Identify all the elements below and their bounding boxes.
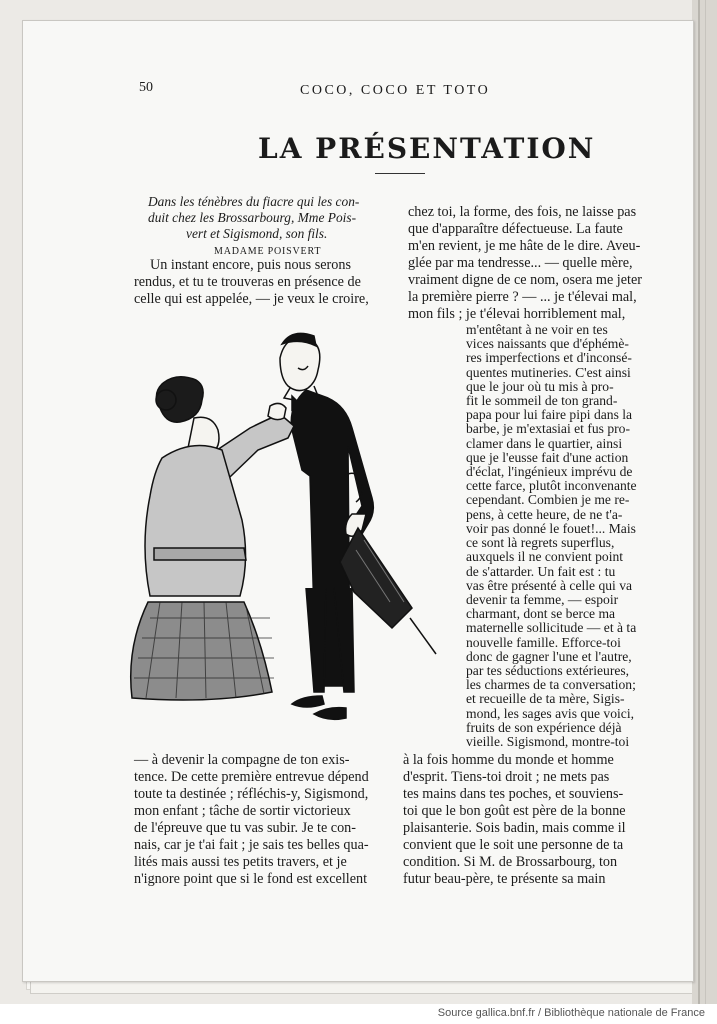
text-line: plaisanterie. Sois badin, mais comme il [403,820,626,836]
text-line: vieille. Sigismond, montre-toi [466,734,630,749]
stage-direction-line: Dans les ténèbres du fiacre qui les con- [148,194,360,209]
text-line: rendus, et tu te trouveras en présence de [134,274,361,290]
text-line: ce sont là regrets superflus, [466,535,615,551]
text-line: n'ignore point que si le fond est excellent [134,871,368,887]
text-line: donc de gagner l'une et l'autre, [466,648,632,664]
text-line: par tes séductions extérieures, [466,662,630,678]
running-title: COCO, COCO ET TOTO [300,83,491,98]
umbrella-icon [340,528,436,654]
text-line: que je l'eusse fait d'une action [466,449,629,465]
text-line: futur beau-père, te présente sa main [403,871,606,887]
text-line: la première pierre ? — ... je t'élevai mal, [408,289,637,305]
text-line: de l'épreuve que tu vas subir. Je te con- [134,820,356,836]
title-rule [375,173,425,174]
text-line: nais, car je t'ai fait ; je sais tes belles qua- [134,837,369,853]
text-line: cependant. Combien je me re- [466,492,630,508]
text-line: à la fois homme du monde et homme [403,752,614,768]
text-line: clamer dans le quartier, ainsi [466,435,623,451]
son-figure [280,333,373,719]
text-line: Un instant encore, puis nous serons [150,257,351,273]
text-line: quentes mutineries. C'est ainsi [466,364,631,380]
text-line: que le jour où tu mis à pro- [466,378,614,394]
text-line: fruits de son expérience déjà [466,719,622,735]
text-line: tence. De cette première entrevue dépend [134,769,369,785]
text-line: lités mais aussi tes petits travers, et je [134,854,347,870]
text-line: toi que le bon goût est père de la bonne [403,803,626,819]
text-line: convient que le soit une personne de ta [403,837,624,853]
text-line: vas être présenté à celle qui va [466,577,633,593]
text-line: glée par ma tendresse... — quelle mère, [408,255,633,271]
text-line: mon enfant ; tâche de sortir victorieux [134,803,351,819]
text-line: charmant, dont se berce ma [466,606,616,622]
speaker-name: MADAME POISVERT [214,246,322,257]
text-line: — à devenir la compagne de ton exis- [134,752,350,768]
text-line: cette farce, plutôt inconvenante [466,478,637,494]
text-line: d'éclat, l'ingénieux imprévu de [466,464,633,480]
text-line: vraiment digne de ce nom, osera me jeter [408,272,642,288]
text-line: barbe, je m'extasiai et fus pro- [466,421,631,437]
text-line: voir pas donné le fouet!... Mais [466,520,636,536]
text-line: pens, à cette heure, de ne t'a- [466,506,623,522]
illustration-mother-and-son [120,318,450,730]
text-line: que d'apparaître défectueuse. La faute [408,221,623,237]
page-number: 50 [139,80,153,95]
text-line: celle qui est appelée, — je veux le croire, [134,291,369,307]
text-line: vices naissants que d'éphémè- [466,336,629,352]
mother-figure [131,377,294,700]
source-credit[interactable]: Source gallica.bnf.fr / Bibliothèque nationale de France [437,1007,705,1019]
text-line: res imperfections et d'inconsé- [466,350,632,366]
chapter-title: LA PRÉSENTATION [258,132,596,165]
text-line: mon fils ; je t'élevai horriblement mal, [408,306,626,322]
text-line: mond, les sages avis que voici, [466,705,635,721]
text-line: tes mains dans tes poches, et souviens- [403,786,624,802]
text-line: condition. Si M. de Brossarbourg, ton [403,854,618,870]
text-line: et recueille de ta mère, Sigis- [466,691,625,707]
text-line: m'entêtant à ne voir en tes [466,322,608,337]
stage-direction-line: vert et Sigismond, son fils. [186,226,328,241]
text-line: devenir ta femme, — espoir [466,591,619,607]
text-line: m'en revient, je me hâte de le dire. Aveu- [408,238,641,254]
text-line: auxquels il ne convient point [466,549,624,565]
book-edge [692,0,717,1004]
text-line: toute ta destinée ; réfléchis-y, Sigismond, [134,786,369,802]
text-line: chez toi, la forme, des fois, ne laisse pas [408,204,637,220]
text-line: d'esprit. Tiens-toi droit ; ne mets pas [403,769,610,785]
text-line: papa pour lui faire pipi dans la [466,407,633,423]
text-line: nouvelle famille. Efforce-toi [466,634,621,650]
text-line: de s'attarder. Un fait est : tu [466,563,616,579]
text-line: maternelle sollicitude — et à ta [466,620,637,636]
stage-direction-line: duit chez les Brossarbourg, Mme Pois- [148,210,357,225]
source-footer [0,1004,717,1024]
text-line: fit le sommeil de ton grand- [466,393,618,409]
text-line: les charmes de ta conversation; [466,677,636,693]
